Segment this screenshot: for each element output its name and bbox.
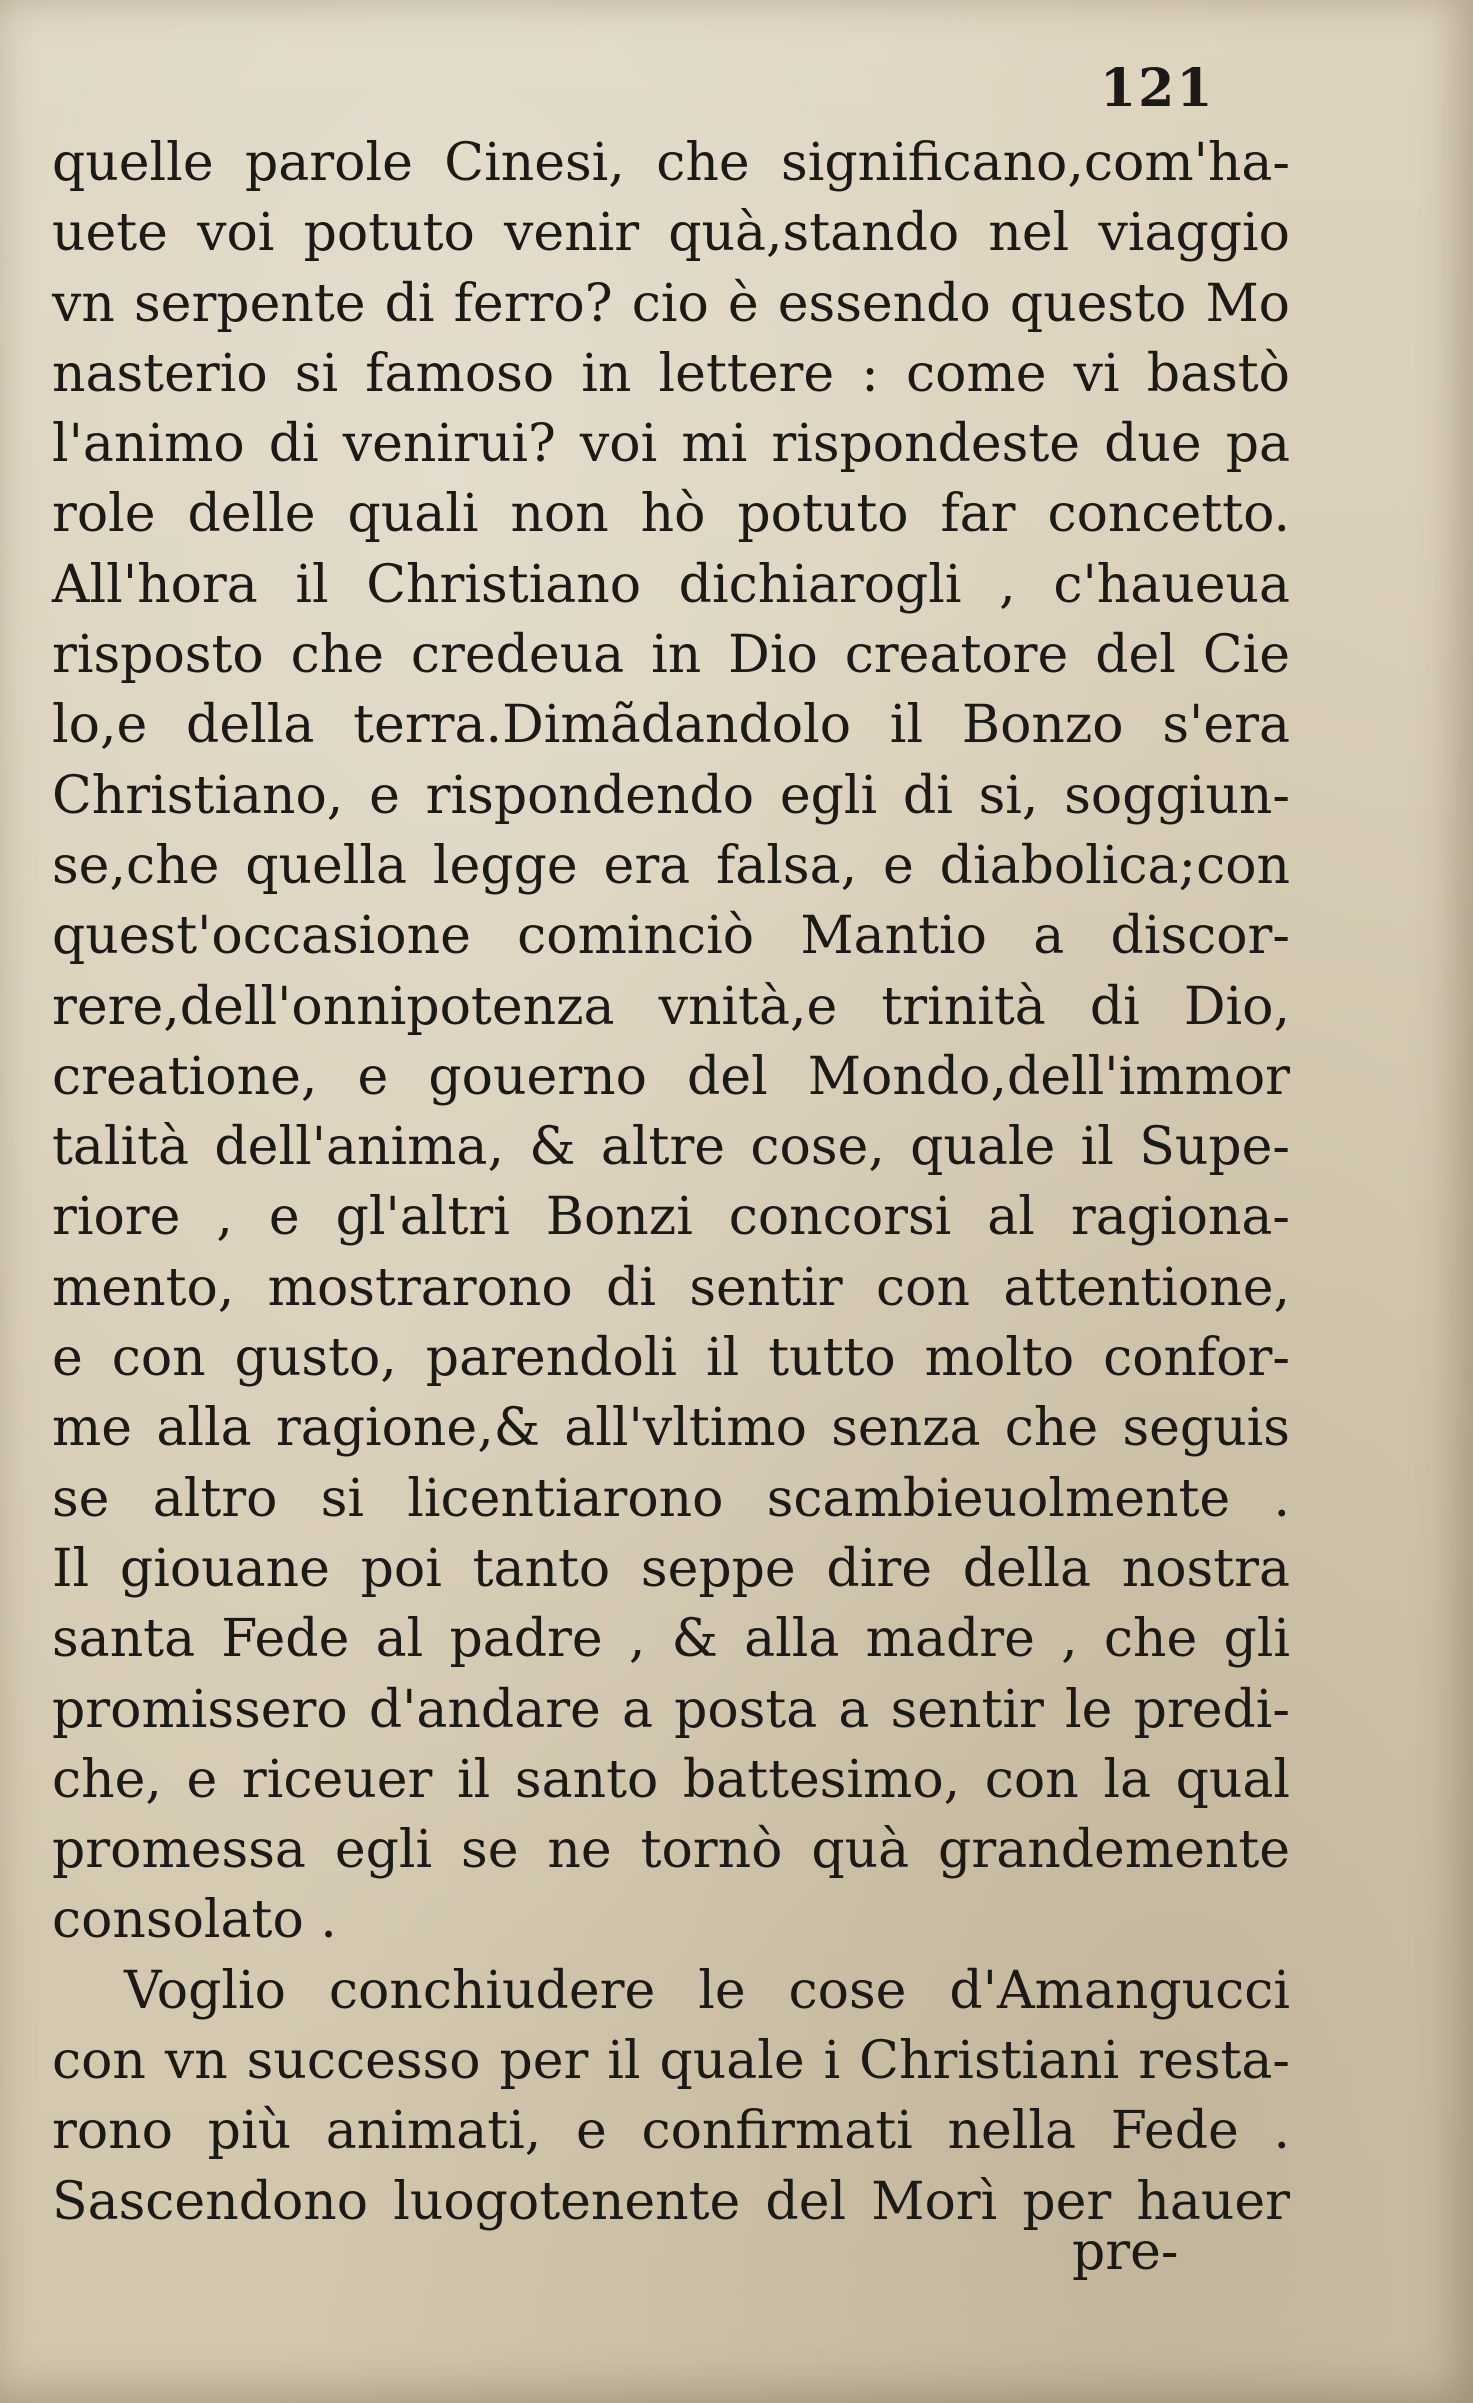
text-line: All'hora il Christiano dichiarogli , c'haueua	[52, 554, 1290, 615]
text-line: creatione, e gouerno del Mondo,dell'immor	[52, 1046, 1290, 1107]
text-line: quelle parole Cinesi, che significano,com'ha-	[52, 133, 1290, 193]
text-line: role delle quali non hò potuto far concetto.	[52, 484, 1290, 545]
paragraph-end-line: consolato .	[52, 1890, 337, 1951]
catchword: pre-	[1072, 2222, 1179, 2282]
text-line: se,che quella legge era falsa, e diabolica;con	[52, 835, 1290, 896]
text-line: promessa egli se ne tornò quà grandemente	[52, 1820, 1290, 1881]
text-line: Christiano, e rispondendo egli di si, soggiun-	[52, 765, 1290, 826]
text-line: rere,dell'onnipotenza vnità,e trinità di Dio,	[52, 976, 1290, 1037]
text-line: me alla ragione,& all'vltimo senza che seguis	[52, 1398, 1290, 1459]
text-line: quest'occasione cominciò Mantio a discor-	[52, 906, 1290, 967]
text-line: rono più animati, e confirmati nella Fede .	[52, 2101, 1290, 2162]
text-line: riore , e gl'altri Bonzi concorsi al ragiona-	[52, 1187, 1290, 1248]
text-line: risposto che credeua in Dio creatore del Cie	[52, 625, 1290, 686]
body-text	[52, 128, 1290, 2237]
text-line: con vn successo per il quale i Christiani resta-	[52, 2031, 1290, 2092]
text-line: Sascendono luogotenente del Morì per hauer	[52, 2171, 1290, 2232]
text-line: che, e riceuer il santo battesimo, con la qual	[52, 1749, 1290, 1810]
text-line: l'animo di venirui? voi mi rispondeste due pa	[52, 414, 1290, 475]
text-line: se altro si licentiarono scambieuolmente .	[52, 1468, 1290, 1529]
text-line: santa Fede al padre , & alla madre , che gli	[52, 1609, 1290, 1670]
text-line: uete voi potuto venir quà,stando nel viaggio	[52, 203, 1290, 264]
text-line: vn serpente di ferro? cio è essendo questo Mo	[52, 273, 1290, 334]
text-line: nasterio si famoso in lettere : come vi bastò	[52, 343, 1290, 404]
paragraph-first-line: Voglio conchiudere le cose d'Amangucci	[124, 1960, 1290, 2021]
text-line: lo,e della terra.Dimãdandolo il Bonzo s'era	[52, 695, 1290, 756]
text-line: mento, mostrarono di sentir con attentione,	[52, 1257, 1290, 1318]
text-line: Il giouane poi tanto seppe dire della nostra	[52, 1538, 1290, 1599]
text-line: e con gusto, parendoli il tutto molto confor-	[52, 1328, 1290, 1389]
text-line: talità dell'anima, & altre cose, quale il Supe-	[52, 1117, 1290, 1178]
page-number: 121	[1100, 58, 1215, 119]
text-line: promissero d'andare a posta a sentir le predi-	[52, 1679, 1290, 1740]
